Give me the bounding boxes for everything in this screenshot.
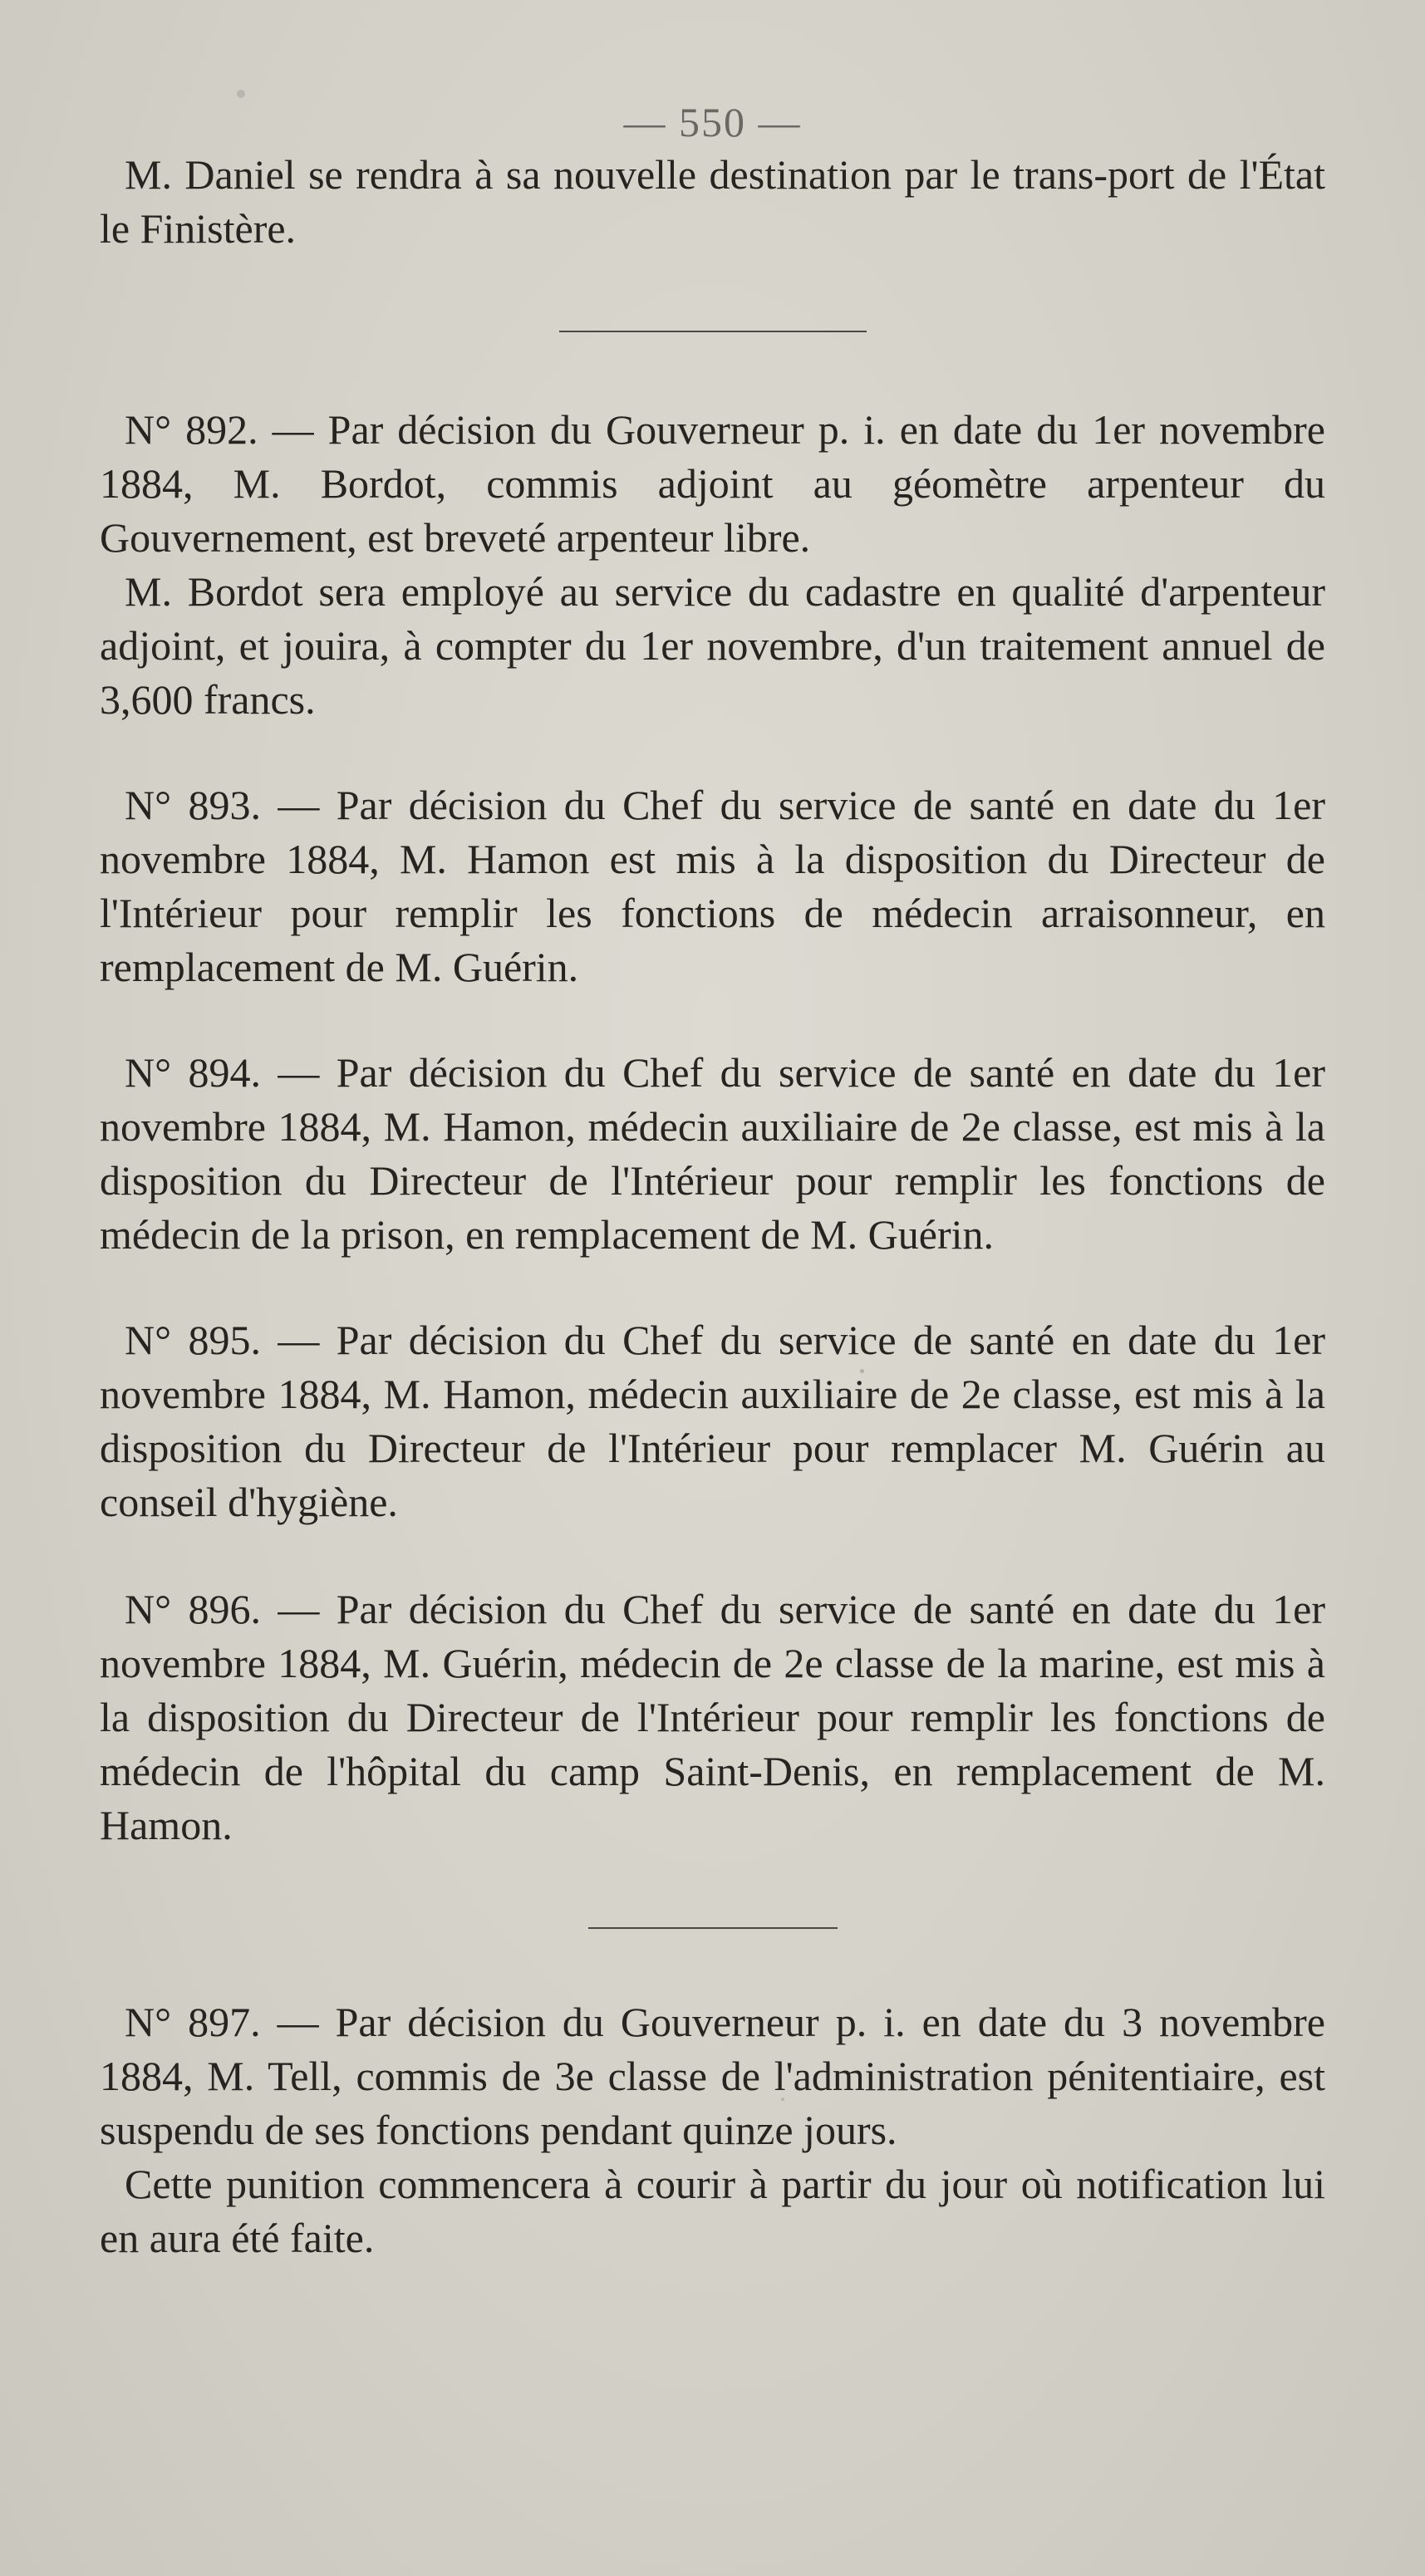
spacer [100, 1529, 1325, 1582]
spacer [100, 994, 1325, 1046]
paragraph: N° 892. — Par décision du Gouverneur p. i. en date du 1er novembre 1884, M. Bordot, commis adjoint au géomètre arpenteur du Gouvernement, est breveté arpenteur libre. [100, 406, 1325, 561]
decision-896 [100, 1582, 1325, 1852]
spacer [100, 1262, 1325, 1313]
decision-892 [100, 403, 1325, 727]
paragraph: M. Bordot sera employé au service du cadastre en qualité d'arpenteur adjoint, et jouira, à compter du 1er novembre, d'un traitement annuel de 3,600 francs. [100, 568, 1325, 723]
document-body [100, 148, 1325, 2265]
paragraph: Cette punition commencera à courir à partir du jour où notification lui en aura été faite. [100, 2161, 1325, 2261]
decision-893 [100, 778, 1325, 994]
section-separator [559, 331, 867, 332]
paragraph: N° 895. — Par décision du Chef du service de santé en date du 1er novembre 1884, M. Hamon, médecin auxiliaire de 2e classe, est mis à la disposition du Directeur de l'Intérieur pour remplacer M. Guérin au conseil d'hygiène. [100, 1317, 1325, 1525]
paragraph: N° 894. — Par décision du Chef du service de santé en date du 1er novembre 1884, M. Hamon, médecin auxiliaire de 2e classe, est mis à la disposition du Directeur de l'Intérieur pour remplir les fonctions de médecin de la prison, en remplacement de M. Guérin. [100, 1049, 1325, 1258]
paragraph: N° 897. — Par décision du Gouverneur p. i. en date du 3 novembre 1884, M. Tell, commis de 3e classe de l'administration pénitentiaire, est suspendu de ses fonctions pendant quinze jours. [100, 1999, 1325, 2153]
section-separator [588, 1927, 838, 1929]
paper-speck [237, 90, 245, 98]
spacer [100, 727, 1325, 778]
decision-895 [100, 1313, 1325, 1529]
decision-894 [100, 1046, 1325, 1262]
paragraph: M. Daniel se rendra à sa nouvelle destination par le trans-port de l'État le Finistère. [100, 151, 1325, 252]
decision-897 [100, 1995, 1325, 2265]
paragraph: N° 896. — Par décision du Chef du service de santé en date du 1er novembre 1884, M. Guérin, médecin de 2e classe de la marine, est mis à la disposition du Directeur de l'Intérieur pour remplir les fonctions de médecin de l'hôpital du camp Saint-Denis, en remplacement de M. Hamon. [100, 1586, 1325, 1848]
paragraph: N° 893. — Par décision du Chef du service de santé en date du 1er novembre 1884, M. Hamon est mis à la disposition du Directeur de l'Intérieur pour remplir les fonctions de médecin arraisonneur, en remplacement de M. Guérin. [100, 782, 1325, 990]
notice-daniel [100, 148, 1325, 256]
page-number: — 550 — [623, 99, 802, 145]
